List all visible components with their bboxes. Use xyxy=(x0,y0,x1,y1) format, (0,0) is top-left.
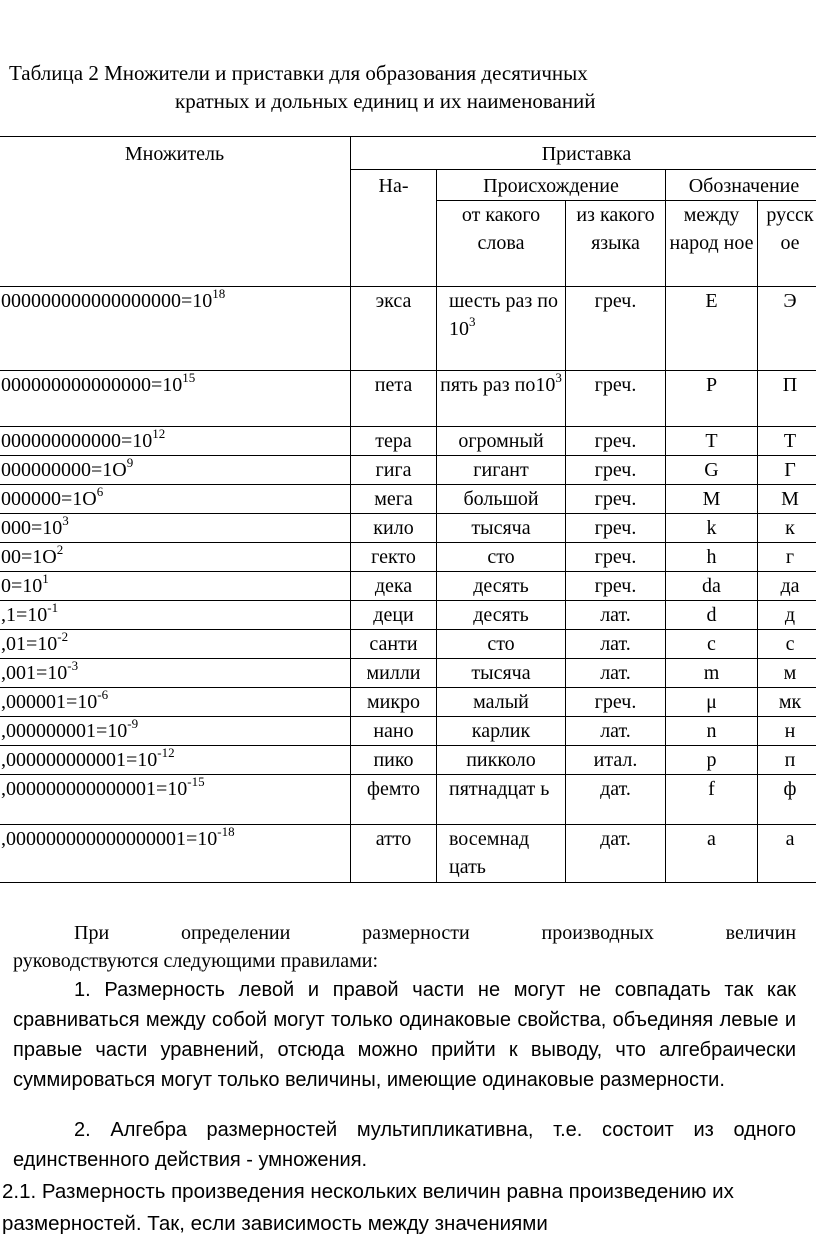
international-symbol-cell: c xyxy=(666,630,758,659)
origin-language-cell: дат. xyxy=(566,775,666,825)
prefix-name-cell: микро xyxy=(351,688,437,717)
prefix-name-cell: милли xyxy=(351,659,437,688)
multiplier-cell: $000000000000=10^{12}$ xyxy=(0,427,351,456)
rule-2-1-line-1: 2.1. Размерность произведения нескольких величин равна произведению их xyxy=(2,1180,734,1203)
table-row xyxy=(0,659,816,688)
prefix-name-cell: тера xyxy=(351,427,437,456)
table-row xyxy=(0,572,816,601)
multiplier-cell: $000=10^3$ xyxy=(0,514,351,543)
origin-language-cell: итал. xyxy=(566,746,666,775)
origin-language-cell: греч. xyxy=(566,485,666,514)
international-symbol-cell: da xyxy=(666,572,758,601)
international-symbol-cell: p xyxy=(666,746,758,775)
origin-language-cell: греч. xyxy=(566,543,666,572)
rule-1: 1. Размерность левой и правой части не могут не совпадать так как сравниваться между собой могут только одинаковые свойства, объединяя левые и правые части уравнений, отсюда можно прийти к выводу, что алгебраически суммироваться могут только величины, имеющие одинаковые размерности. xyxy=(13,979,796,1091)
origin-word-cell: шесть раз по $10^3$ xyxy=(437,287,566,371)
origin-language-cell: греч. xyxy=(566,572,666,601)
multiplier-cell: $000000=1О^6$ xyxy=(0,485,351,514)
multiplier-cell: $,000000000000001=10^{-15}$ xyxy=(0,775,351,825)
international-symbol-cell: μ xyxy=(666,688,758,717)
table-row xyxy=(0,456,816,485)
origin-word-cell: пикколо xyxy=(437,746,566,775)
table-row xyxy=(0,543,816,572)
international-symbol-cell: m xyxy=(666,659,758,688)
header-origin: Происхождение xyxy=(437,170,666,201)
prefix-name-cell: гекто xyxy=(351,543,437,572)
prefix-name-cell: деци xyxy=(351,601,437,630)
origin-language-cell: лат. xyxy=(566,717,666,746)
origin-word-cell: гигант xyxy=(437,456,566,485)
prefix-table xyxy=(0,136,816,883)
origin-word-cell: большой xyxy=(437,485,566,514)
origin-language-cell: лат. xyxy=(566,659,666,688)
russian-symbol-cell: с xyxy=(758,630,816,659)
origin-language-cell: греч. xyxy=(566,514,666,543)
table-caption-line-1: Таблица 2 Множители и приставки для образования десятичных xyxy=(9,61,588,85)
table-row xyxy=(0,825,816,883)
header-russian: русск ое xyxy=(758,201,816,287)
russian-symbol-cell: а xyxy=(758,825,816,883)
russian-symbol-cell: г xyxy=(758,543,816,572)
intro-word: размерности xyxy=(362,922,470,944)
table-row xyxy=(0,630,816,659)
prefix-name-cell: гига xyxy=(351,456,437,485)
origin-word-cell: сто xyxy=(437,543,566,572)
table-row xyxy=(0,688,816,717)
table-row xyxy=(0,717,816,746)
origin-word-cell: тысяча xyxy=(437,514,566,543)
multiplier-cell: $,000000000000000001=10^{-18}$ xyxy=(0,825,351,883)
russian-symbol-cell: Э xyxy=(758,287,816,371)
header-multiplier: Множитель xyxy=(0,137,351,287)
origin-language-cell: лат. xyxy=(566,630,666,659)
origin-language-cell: греч. xyxy=(566,688,666,717)
multiplier-cell: $0=10^1$ xyxy=(0,572,351,601)
multiplier-cell: $000000000000000000=10^{18}$ xyxy=(0,287,351,371)
origin-word-cell: десять xyxy=(437,601,566,630)
russian-symbol-cell: Т xyxy=(758,427,816,456)
international-symbol-cell: f xyxy=(666,775,758,825)
russian-symbol-cell: к xyxy=(758,514,816,543)
origin-language-cell: греч. xyxy=(566,287,666,371)
rule-2-1-line-2: размерностей. Так, если зависимость между значениями xyxy=(2,1212,548,1235)
origin-word-cell: огромный xyxy=(437,427,566,456)
origin-word-cell: малый xyxy=(437,688,566,717)
origin-word-cell: карлик xyxy=(437,717,566,746)
rule-2: 2. Алгебра размерностей мультипликативна, т.е. состоит из одного единственного действия - умножения. xyxy=(13,1119,796,1171)
multiplier-cell: $,1=10^{-1}$ xyxy=(0,601,351,630)
russian-symbol-cell: д xyxy=(758,601,816,630)
intro-word: производных xyxy=(541,922,654,944)
intro-line-1 xyxy=(13,919,796,948)
multiplier-cell: $00=1О^2$ xyxy=(0,543,351,572)
header-from-language: из какого языка xyxy=(566,201,666,287)
origin-language-cell: греч. xyxy=(566,456,666,485)
international-symbol-cell: k xyxy=(666,514,758,543)
intro-word: При xyxy=(74,922,110,944)
origin-language-cell: дат. xyxy=(566,825,666,883)
russian-symbol-cell: да xyxy=(758,572,816,601)
intro-word: величин xyxy=(725,922,797,944)
table-row xyxy=(0,427,816,456)
multiplier-cell: $,000000001=10^{-9}$ xyxy=(0,717,351,746)
multiplier-cell: $,000001=10^{-6}$ xyxy=(0,688,351,717)
table-row xyxy=(0,601,816,630)
international-symbol-cell: d xyxy=(666,601,758,630)
intro-line-2: руководствуются следующими правилами: xyxy=(13,950,379,972)
prefix-name-cell: мега xyxy=(351,485,437,514)
origin-language-cell: греч. xyxy=(566,371,666,427)
international-symbol-cell: T xyxy=(666,427,758,456)
prefix-name-cell: пико xyxy=(351,746,437,775)
origin-word-cell: десять xyxy=(437,572,566,601)
table-row xyxy=(0,371,816,427)
russian-symbol-cell: М xyxy=(758,485,816,514)
origin-word-cell: восемнад цать xyxy=(437,825,566,883)
russian-symbol-cell: П xyxy=(758,371,816,427)
russian-symbol-cell: Г xyxy=(758,456,816,485)
origin-word-cell: пятнадцат ь xyxy=(437,775,566,825)
international-symbol-cell: n xyxy=(666,717,758,746)
multiplier-cell: $,01=10^{-2}$ xyxy=(0,630,351,659)
header-designation: Обозначение xyxy=(666,170,816,201)
russian-symbol-cell: ф xyxy=(758,775,816,825)
prefix-name-cell: пета xyxy=(351,371,437,427)
prefix-name-cell: дека xyxy=(351,572,437,601)
origin-language-cell: греч. xyxy=(566,427,666,456)
prefix-name-cell: нано xyxy=(351,717,437,746)
header-international: между народ ное xyxy=(666,201,758,287)
origin-word-cell: тысяча xyxy=(437,659,566,688)
multiplier-cell: $000000000000000=10^{15}$ xyxy=(0,371,351,427)
international-symbol-cell: G xyxy=(666,456,758,485)
table-caption-line-2: кратных и дольных единиц и их наименований xyxy=(175,89,596,113)
international-symbol-cell: h xyxy=(666,543,758,572)
header-prefix: Приставка xyxy=(351,137,816,170)
prefix-name-cell: атто xyxy=(351,825,437,883)
origin-word-cell: сто xyxy=(437,630,566,659)
table-row xyxy=(0,775,816,825)
header-from-word: от какого слова xyxy=(437,201,566,287)
origin-language-cell: лат. xyxy=(566,601,666,630)
international-symbol-cell: a xyxy=(666,825,758,883)
table-row xyxy=(0,746,816,775)
intro-word: определении xyxy=(180,922,291,944)
table-row xyxy=(0,514,816,543)
russian-symbol-cell: м xyxy=(758,659,816,688)
russian-symbol-cell: н xyxy=(758,717,816,746)
multiplier-cell: $000000000=1О^9$ xyxy=(0,456,351,485)
multiplier-cell: $,001=10^{-3}$ xyxy=(0,659,351,688)
table-row xyxy=(0,287,816,371)
international-symbol-cell: P xyxy=(666,371,758,427)
header-name: На- xyxy=(351,170,437,287)
origin-word-cell: пять раз $по10^3$ xyxy=(437,371,566,427)
russian-symbol-cell: мк xyxy=(758,688,816,717)
prefix-name-cell: кило xyxy=(351,514,437,543)
international-symbol-cell: M xyxy=(666,485,758,514)
prefix-name-cell: фемто xyxy=(351,775,437,825)
table-row xyxy=(0,485,816,514)
prefix-name-cell: санти xyxy=(351,630,437,659)
multiplier-cell: $,000000000001=10^{-12}$ xyxy=(0,746,351,775)
prefix-name-cell: экса xyxy=(351,287,437,371)
russian-symbol-cell: п xyxy=(758,746,816,775)
international-symbol-cell: E xyxy=(666,287,758,371)
